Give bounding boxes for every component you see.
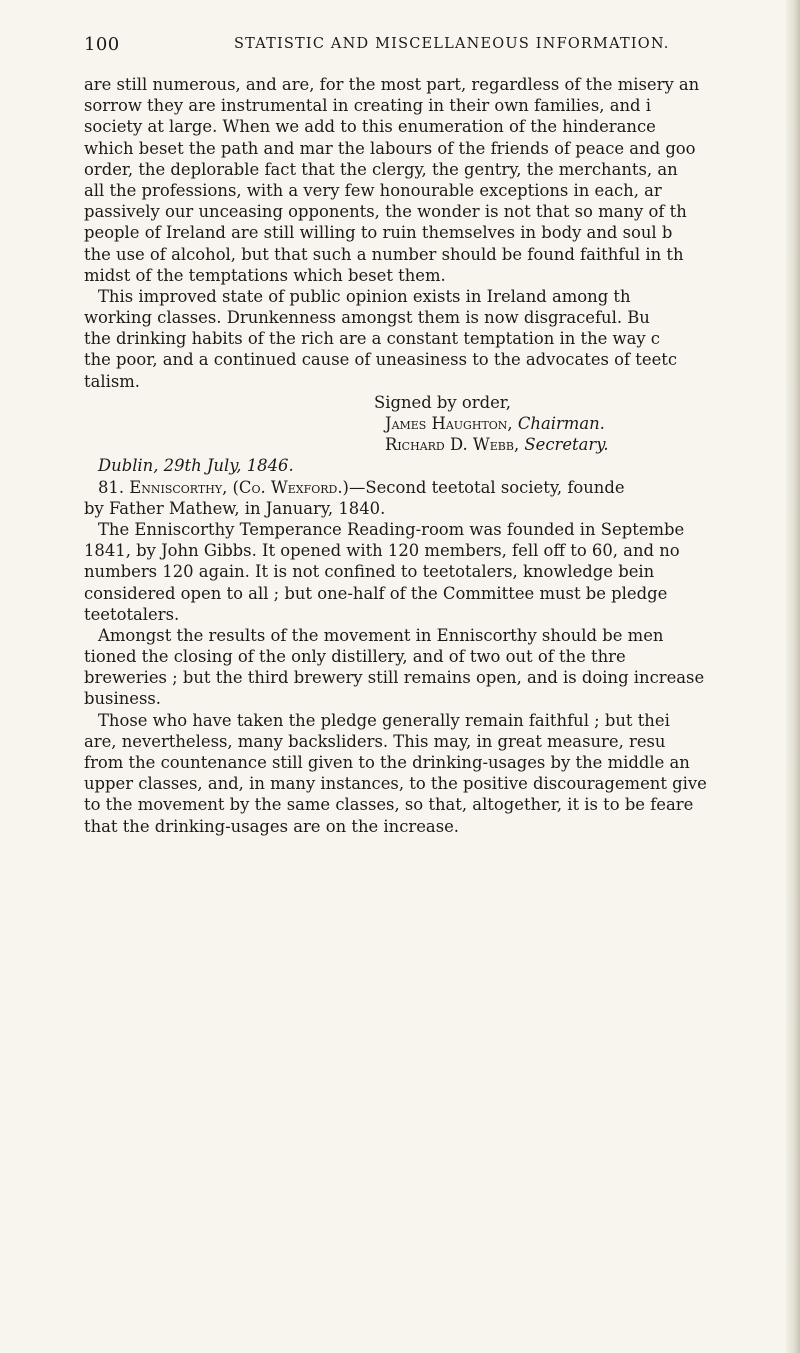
text-line: working classes. Drunkenness amongst them is now disgraceful. Bu bbox=[84, 308, 650, 328]
running-title: STATISTIC AND MISCELLANEOUS INFORMATION. bbox=[234, 36, 670, 52]
page-body bbox=[84, 74, 774, 837]
text-line: the use of alcohol, but that such a number should be found faithful in th bbox=[84, 244, 684, 264]
text-line: numbers 120 again. It is not confined to teetotalers, knowledge bein bbox=[84, 562, 655, 582]
signature-chairman bbox=[84, 413, 774, 434]
text-line: people of Ireland are still willing to ruin themselves in body and soul b bbox=[84, 223, 673, 243]
text-line: that the drinking-usages are on the increase. bbox=[84, 816, 460, 836]
text-line: 1841, by John Gibbs. It opened with 120 members, fell off to 60, and no bbox=[84, 541, 680, 561]
signed-by-order: Signed by order, bbox=[374, 392, 512, 412]
text-line: upper classes, and, in many instances, to the positive discouragement give bbox=[84, 774, 707, 794]
place-date-text: Dublin, 29th July, 1846. bbox=[98, 456, 294, 476]
signature-secretary bbox=[84, 434, 774, 455]
secretary-name: Richard D. Webb, bbox=[385, 435, 520, 455]
text-line: order, the deplorable fact that the clergy, the gentry, the merchants, an bbox=[84, 159, 678, 179]
text-line: breweries ; but the third brewery still remains open, and is doing increase bbox=[84, 668, 705, 688]
chairman-name: James Haughton, bbox=[385, 414, 513, 433]
text-line: Those who have taken the pledge generally remain faithful ; but thei bbox=[98, 710, 670, 730]
text-line: all the professions, with a very few honourable exceptions in each, ar bbox=[84, 180, 662, 200]
text-line: society at large. When we add to this enumeration of the hinderance bbox=[84, 117, 656, 137]
place-date bbox=[84, 455, 774, 476]
text-line: to the movement by the same classes, so that, altogether, it is to be feare bbox=[84, 795, 694, 815]
text-line: are still numerous, and are, for the most part, regardless of the misery an bbox=[84, 75, 700, 94]
text-line: by Father Mathew, in January, 1840. bbox=[84, 498, 386, 518]
text-line: tioned the closing of the only distillery, and of two out of the thre bbox=[84, 647, 626, 667]
text-line: midst of the temptations which beset them. bbox=[84, 265, 446, 285]
text-line: are, nevertheless, many backsliders. This may, in great measure, resu bbox=[84, 731, 666, 751]
page-number: 100 bbox=[84, 34, 120, 55]
text-line: teetotalers. bbox=[84, 604, 180, 624]
text-line: sorrow they are instrumental in creating in their own families, and i bbox=[84, 96, 651, 116]
chairman-title: Chairman. bbox=[517, 414, 605, 433]
text-line: talism. bbox=[84, 371, 141, 391]
text-line: the poor, and a continued cause of uneasiness to the advocates of teetc bbox=[84, 350, 678, 370]
text-line: Amongst the results of the movement in Enniscorthy should be men bbox=[98, 625, 664, 645]
text-line: considered open to all ; but one-half of the Committee must be pledge bbox=[84, 583, 668, 603]
text-line: The Enniscorthy Temperance Reading-room was founded in Septembe bbox=[98, 519, 685, 539]
section-81-lead bbox=[84, 477, 774, 498]
section-81-heading: 81. Enniscorthy, (Co. Wexford.) bbox=[98, 477, 349, 497]
section-81-lead-text: —Second teetotal society, founde bbox=[348, 477, 625, 497]
text-line: from the countenance still given to the drinking-usages by the middle an bbox=[84, 753, 690, 772]
secretary-title: Secretary. bbox=[524, 435, 609, 455]
text-line: passively our unceasing opponents, the wonder is not that so many of th bbox=[84, 202, 687, 222]
text-line: the drinking habits of the rich are a constant temptation in the way c bbox=[84, 329, 660, 349]
text-line: business. bbox=[84, 689, 161, 709]
text-line: which beset the path and mar the labours of the friends of peace and goo bbox=[84, 138, 696, 158]
text-line: This improved state of public opinion exists in Ireland among th bbox=[98, 286, 631, 306]
page-edge-shadow bbox=[786, 0, 800, 1353]
